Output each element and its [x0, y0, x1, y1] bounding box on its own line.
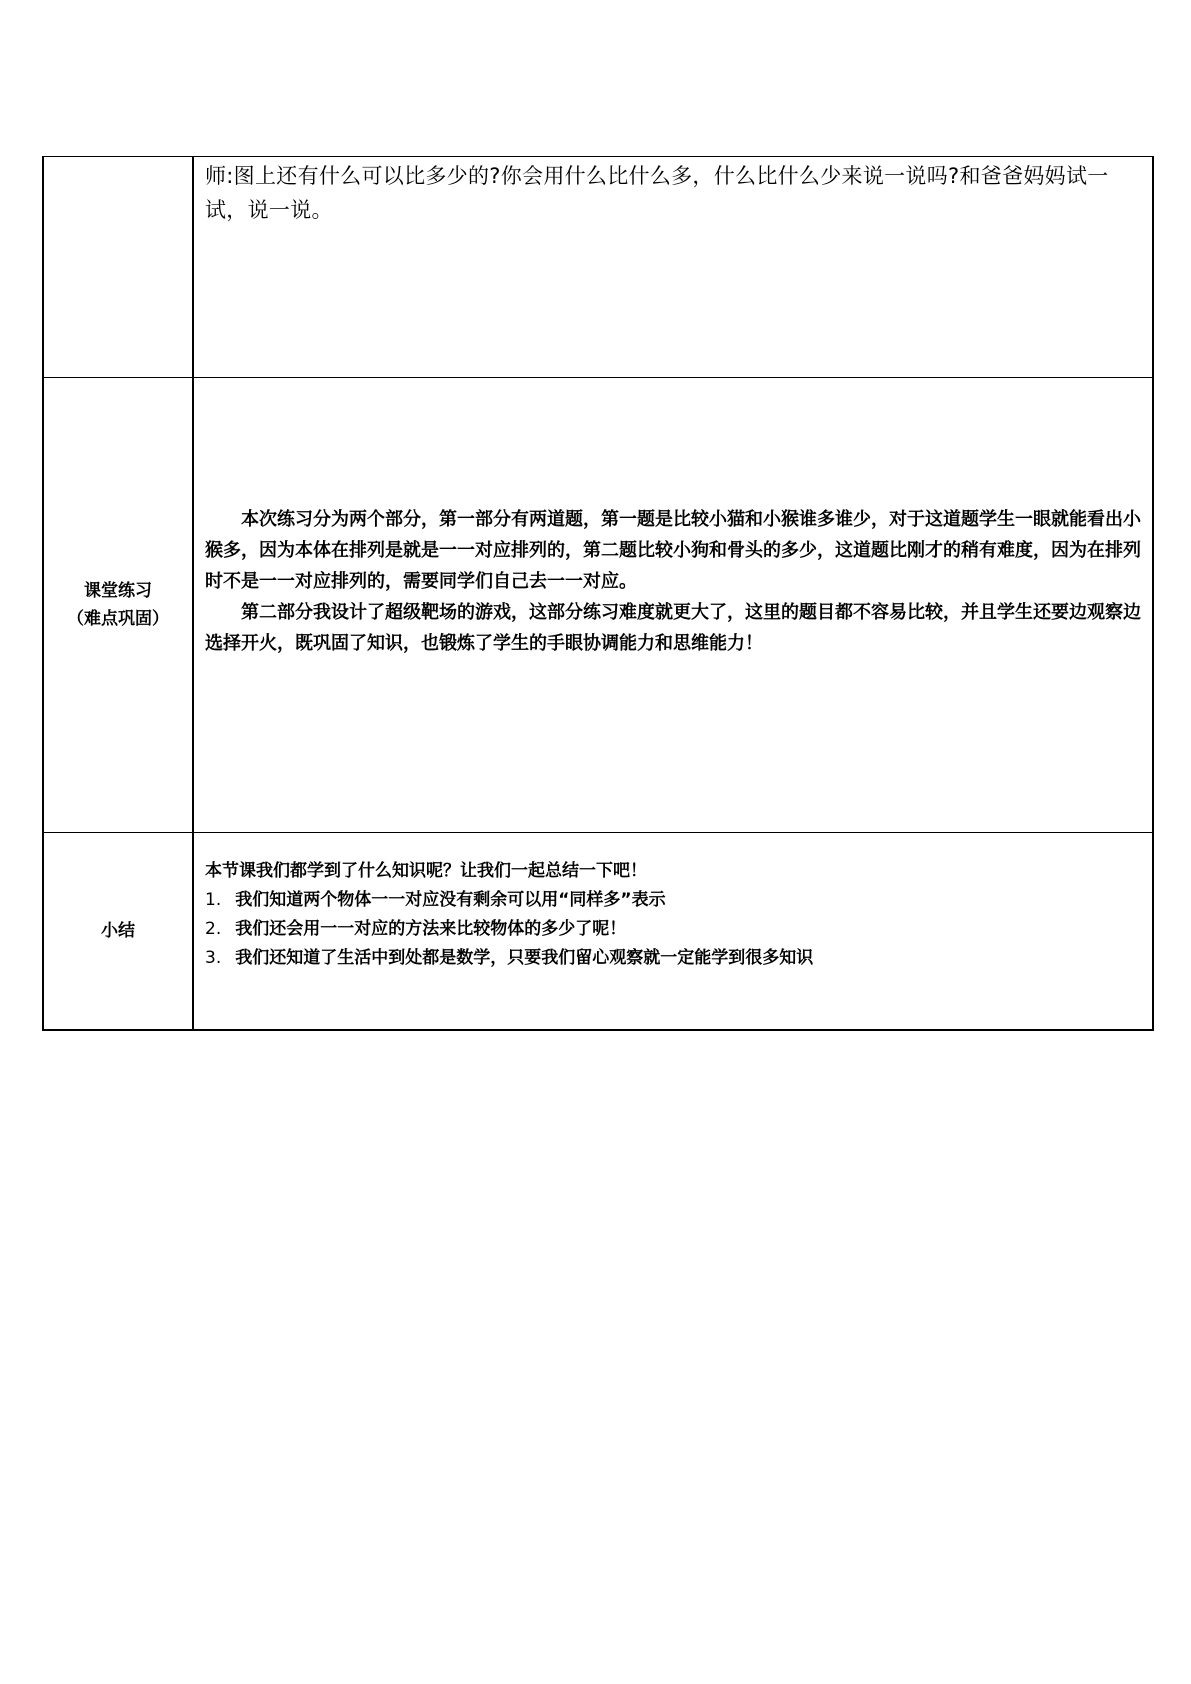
summary-item-text: 我们知道两个物体一一对应没有剩余可以用“同样多”表示	[235, 890, 666, 910]
row-label-practice	[43, 378, 193, 833]
practice-description	[194, 504, 1152, 659]
summary-item-3	[205, 944, 1144, 973]
practice-label-subtitle: （难点巩固）	[67, 609, 169, 629]
summary-intro: 本节课我们都学到了什么知识呢？让我们一起总结一下吧！	[205, 861, 647, 881]
summary-item-number: 3.	[205, 948, 222, 968]
practice-paragraph-1: 本次练习分为两个部分，第一部分有两道题，第一题是比较小猫和小猴谁多谁少，对于这道题学生一眼就能看出小猴多，因为本体在排列是就是一一对应排列的，第二题比较小狗和骨头的多少，这道题比刚才的稍有难度，因为在排列时不是一一对应排列的，需要同学们自己去一一对应。	[205, 508, 1141, 592]
summary-item-number: 2.	[205, 919, 222, 939]
row-label-summary: 小结	[43, 833, 193, 1031]
practice-paragraph-2: 第二部分我设计了超级靶场的游戏，这部分练习难度就更大了，这里的题目都不容易比较，并且学生还要边观察边选择开火，既巩固了知识，也锻炼了学生的手眼协调能力和思维能力！	[205, 601, 1141, 654]
summary-item-text: 我们还知道了生活中到处都是数学，只要我们留心观察就一定能学到很多知识	[235, 948, 814, 968]
content-cell-discussion	[193, 157, 1153, 378]
table-row	[43, 157, 1153, 378]
content-cell-summary	[193, 833, 1153, 1031]
summary-item-number: 1.	[205, 890, 222, 910]
summary-content	[194, 833, 1152, 973]
table-row	[43, 833, 1153, 1031]
summary-item-2	[205, 915, 1144, 944]
content-cell-practice	[193, 378, 1153, 833]
summary-item-text: 我们还会用一一对应的方法来比较物体的多少了呢！	[235, 919, 627, 939]
table-row	[43, 378, 1153, 833]
row-label-empty	[43, 157, 193, 378]
practice-label-title: 课堂练习	[84, 581, 152, 601]
summary-item-1	[205, 886, 1144, 915]
teacher-prompt-text: 师:图上还有什么可以比多少的?你会用什么比什么多，什么比什么少来说一说吗?和爸爸妈妈试一试，说一说。	[205, 164, 1109, 222]
lesson-plan-table	[42, 156, 1154, 1031]
